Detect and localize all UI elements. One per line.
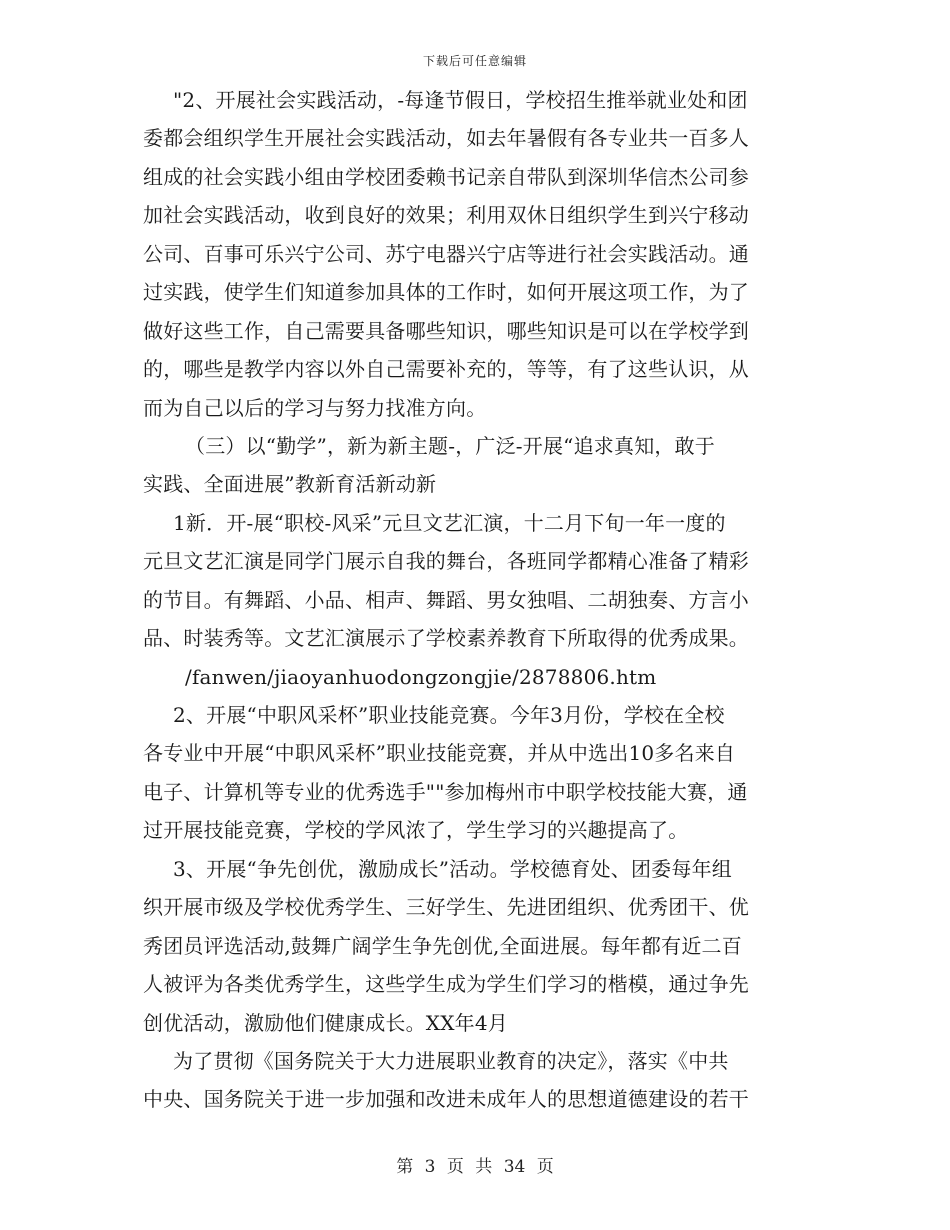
paragraph-line: 而为自己以后的学习与努力找准方向。 bbox=[143, 395, 487, 420]
paragraph-line: 织开展市级及学校优秀学生、三好学生、先进团组织、优秀团干、优 bbox=[143, 895, 749, 920]
paragraph-line: 创优活动，激励他们健康成长。XX年4月 bbox=[143, 1010, 509, 1035]
paragraph-line: 各专业中开展“中职风采杯”职业技能竞赛，并从中选出10多名来自 bbox=[143, 741, 736, 766]
paragraph-line: 人被评为各类优秀学生，这些学生成为学生们学习的楷模，通过争先 bbox=[143, 972, 749, 997]
url-line: /fanwen/jiaoyanhuodongzongjie/2878806.htm bbox=[185, 664, 657, 689]
page-header: 下载后可任意编辑 bbox=[422, 54, 527, 68]
paragraph-line: 过开展技能竞赛，学校的学风浓了，学生学习的兴趣提高了。 bbox=[143, 818, 689, 843]
paragraph-line: 组成的社会实践小组由学校团委赖书记亲自带队到深圳华信杰公司参 bbox=[143, 164, 749, 189]
document-body bbox=[143, 81, 813, 1119]
page-number-footer: 第 3 页 共 34 页 bbox=[396, 1157, 554, 1177]
paragraph-line: 2、开展“中职风采杯”职业技能竞赛。今年3月份，学校在全校 bbox=[173, 703, 725, 727]
paragraph-line: 为了贯彻《国务院关于大力进展职业教育的决定》，落实《中共 bbox=[173, 1048, 729, 1073]
paragraph-line: 3、开展“争先创优，激励成长”活动。学校德育处、团委每年组 bbox=[173, 856, 732, 881]
section-heading-line: 实践、全面进展”教新育活新动新 bbox=[143, 472, 437, 497]
paragraph-line: 秀团员评选活动,鼓舞广阔学生争先创优,全面进展。每年都有近二百 bbox=[143, 933, 742, 958]
paragraph-line: 电子、计算机等专业的优秀选手""参加梅州市中职学校技能大赛，通 bbox=[143, 779, 748, 804]
paragraph-line: 公司、百事可乐兴宁公司、苏宁电器兴宁店等进行社会实践活动。通 bbox=[143, 241, 749, 266]
paragraph-line: 中央、国务院关于进一步加强和改进未成年人的思想道德建设的若干 bbox=[143, 1087, 749, 1112]
paragraph-line: 元旦文艺汇演是同学门展示自我的舞台，各班同学都精心准备了精彩 bbox=[143, 549, 749, 574]
paragraph-line: 的，哪些是教学内容以外自己需要补充的，等等，有了这些认识，从 bbox=[143, 357, 749, 382]
paragraph-line: "2、开展社会实践活动，-每逢节假日，学校招生推举就业处和团 bbox=[173, 88, 748, 112]
paragraph-line: 过实践，使学生们知道参加具体的工作时，如何开展这项工作，为了 bbox=[143, 280, 749, 305]
paragraph-line: 委都会组织学生开展社会实践活动，如去年暑假有各专业共一百多人 bbox=[143, 126, 749, 151]
paragraph-line: 加社会实践活动，收到良好的效果；利用双休日组织学生到兴宁移动 bbox=[143, 203, 749, 228]
paragraph-line: 1新．开-展“职校-风采”元旦文艺汇演，十二月下旬一年一度的 bbox=[173, 510, 726, 535]
paragraph-line: 品、时装秀等。文艺汇演展示了学校素养教育下所取得的优秀成果。 bbox=[143, 626, 749, 651]
section-heading-line: （三）以“勤学”，新为新主题-，广泛-开展“追求真知，敢于 bbox=[185, 433, 715, 458]
paragraph-line: 做好这些工作，自己需要具备哪些知识，哪些知识是可以在学校学到 bbox=[143, 318, 749, 343]
paragraph-line: 的节目。有舞蹈、小品、相声、舞蹈、男女独唱、二胡独奏、方言小 bbox=[143, 587, 749, 612]
